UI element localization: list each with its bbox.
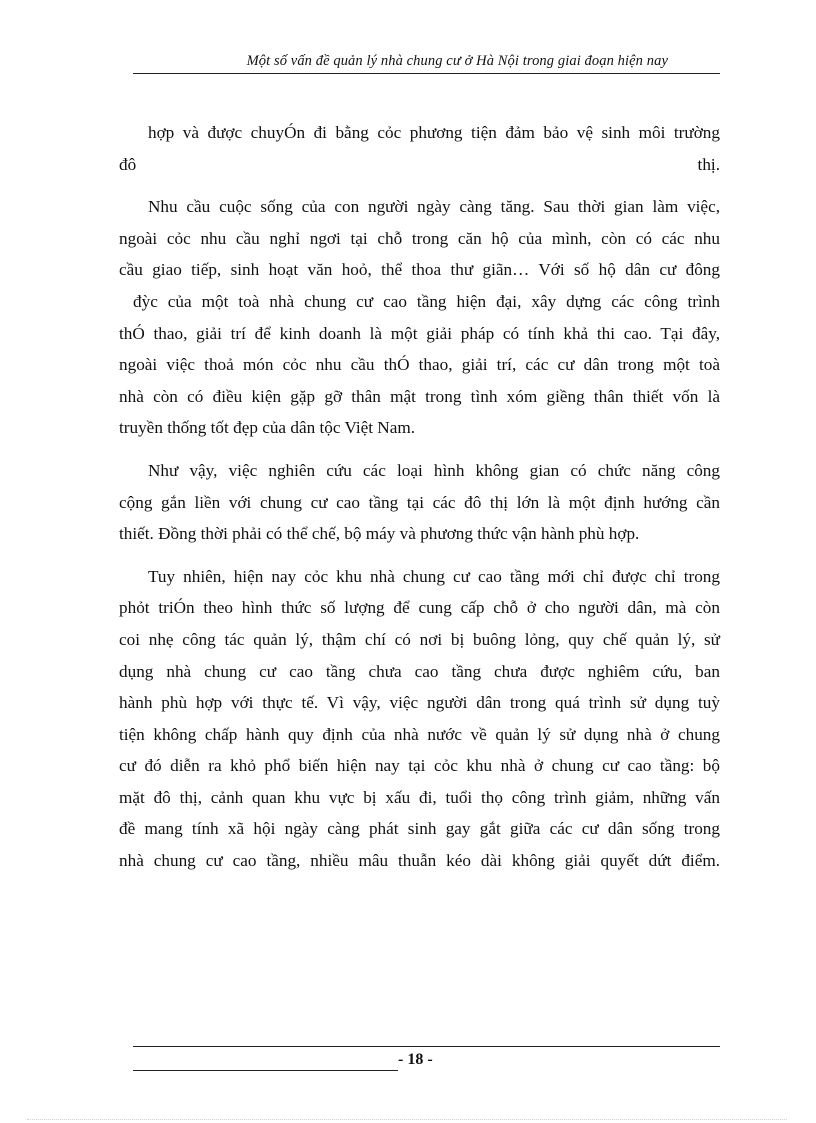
text-line: nhà còn có điều kiện gặp gỡ thân mật trong tình xóm giềng thân thiết vốn là [119, 386, 720, 406]
footer-rule [133, 1046, 720, 1047]
text-line: đề mang tính xã hội ngày càng phát sinh gay gắt giữa các cư dân sống trong [119, 819, 720, 839]
text-line: cộng gắn liền với chung cư cao tầng tại các đô thị lớn là một định hướng cần [119, 492, 720, 512]
paragraph [119, 561, 720, 877]
text-line: tiện không chấp hành quy định của nhà nước về quản lý sử dụng nhà ở chung [119, 724, 720, 744]
text-line: Nhu cầu cuộc sống của con người ngày càng tăng. Sau thời gian làm việc, [148, 197, 720, 217]
text-line: Tuy nhiên, hiện nay cỏc khu nhà chung cư cao tầng mới chỉ được chỉ trong [148, 566, 720, 586]
text-line: phỏt triÓn theo hình thức số lượng để cung cấp chỗ ở cho người dân, mà còn [119, 598, 720, 618]
text-line: ngoài việc thoả món cỏc nhu cầu thÓ thao, giải trí, các cư dân trong một toà [119, 355, 720, 375]
text-line: truyền thống tốt đẹp của dân tộc Việt Nam. [119, 418, 416, 438]
footer-underline [133, 1070, 398, 1071]
text-line: nhà chung cư cao tầng, nhiều mâu thuẫn kéo dài không giải quyết dứt điểm. [119, 851, 720, 871]
text-line: coi nhẹ công tác quản lý, thậm chí có nơi bị buông lỏng, quy chế quản lý, sử [119, 629, 720, 649]
paragraph [119, 117, 720, 180]
document-body [119, 117, 720, 888]
text-line: thiết. Đồng thời phải có thể chế, bộ máy và phương thức vận hành phù hợp. [119, 524, 640, 544]
running-header [133, 51, 720, 74]
page-number: - 18 - [398, 1051, 433, 1068]
header-title: Một số vấn đề quản lý nhà chung cư ở Hà Nội trong giai đoạn hiện nay [246, 53, 668, 69]
text-line: thÓ thao, giải trí để kinh doanh là một giải pháp có tính khả thi cao. Tại đây, [119, 323, 720, 343]
text-line: cầu giao tiếp, sinh hoạt văn hoỏ, thể thoa thư giãn… Với số hộ dân cư đông [119, 260, 720, 280]
paragraph [119, 455, 720, 550]
text-line: mặt đô thị, cảnh quan khu vực bị xấu đi, tuổi thọ công trình giảm, những vấn [119, 787, 720, 807]
text-line: cư đó diễn ra khỏ phổ biến hiện nay tại cỏc khu nhà ở chung cư cao tầng: bộ [119, 756, 720, 776]
paragraph [119, 191, 720, 444]
text-line: đô thị. [119, 154, 720, 174]
text-line: đỳc của một toà nhà chung cư cao tầng hiện đại, xây dựng các công trình [133, 291, 720, 311]
text-line: dụng nhà chung cư cao tầng chưa cao tầng chưa được nghiêm cứu, ban [119, 661, 720, 681]
page-edge-divider [27, 1119, 787, 1120]
text-line: hành phù hợp với thực tế. Vì vậy, việc người dân trong quá trình sử dụng tuỳ [119, 693, 720, 713]
text-line: Như vậy, việc nghiên cứu các loại hình không gian có chức năng công [148, 460, 720, 480]
text-line: ngoài cỏc nhu cầu nghỉ ngơi tại chỗ trong căn hộ của mình, còn có các nhu [119, 228, 720, 248]
text-line: hợp và được chuyÓn đi bằng cỏc phương tiện đảm bảo vệ sinh môi trường [148, 123, 720, 142]
